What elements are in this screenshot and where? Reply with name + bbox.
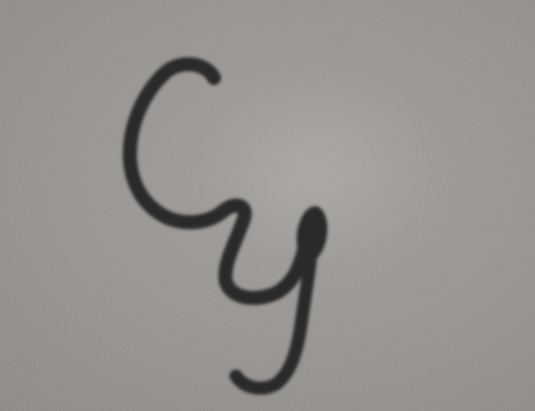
stroke-c-curve — [130, 64, 304, 298]
